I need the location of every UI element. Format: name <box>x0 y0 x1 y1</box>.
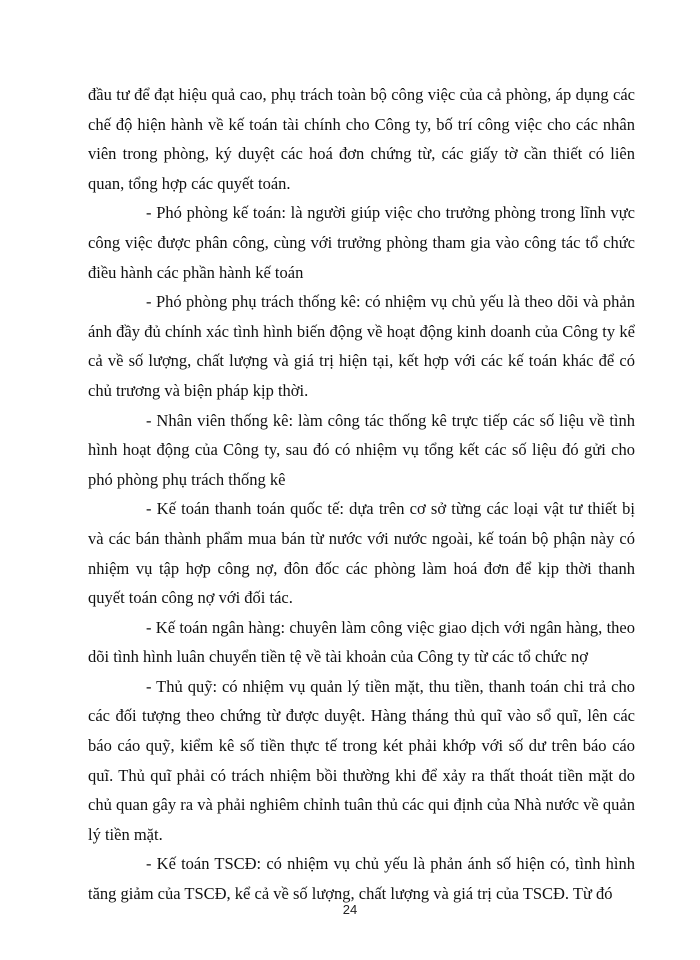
paragraph-fixed-assets: - Kế toán TSCĐ: có nhiệm vụ chủ yếu là phản ánh số hiện có, tình hình tăng giảm của TSCĐ, kể cả về số lượng, chất lượng và giá trị của TSCĐ. Từ đó <box>88 854 635 904</box>
paragraph-bank-accounting: - Kế toán ngân hàng: chuyên làm công việc giao dịch với ngân hàng, theo dõi tình hình luân chuyển tiền tệ về tài khoản của Công ty từ các tổ chức nợ <box>88 617 635 667</box>
paragraph-continuation: đầu tư để đạt hiệu quả cao, phụ trách toàn bộ công việc của cả phòng, áp dụng các chế độ hiện hành về kế toán tài chính cho Công ty, bố trí công việc cho các nhân viên trong phòng, ký duyệt các hoá đơn chứng từ, các giấy tờ cần thiết có liên quan, tổng hợp các quyết toán. <box>88 85 635 193</box>
paragraph-statistics-staff: - Nhân viên thống kê: làm công tác thống kê trực tiếp các số liệu về tình hình hoạt động của Công ty, sau đó có nhiệm vụ tổng kết các số liệu đó gửi cho phó phòng phụ trách thống kê <box>88 410 635 489</box>
paragraph-deputy-statistics: - Phó phòng phụ trách thống kê: có nhiệm vụ chủ yếu là theo dõi và phản ánh đầy đủ chính xác tình hình biến động về hoạt động kinh doanh của Công ty kể cả về số lượng, chất lượng và giá trị hiện tại, kết hợp với các kế toán khác để có chủ trương và biện pháp kịp thời. <box>88 292 635 400</box>
paragraph-international-payment: - Kế toán thanh toán quốc tế: dựa trên cơ sở từng các loại vật tư thiết bị và các bán thành phẩm mua bán từ nước với nước ngoài, kế toán bộ phận này có nhiệm vụ tập hợp công nợ, đôn đốc các phòng làm hoá đơn để kịp thời thanh quyết toán công nợ với đối tác. <box>88 499 635 608</box>
paragraph-treasurer: - Thủ quỹ: có nhiệm vụ quản lý tiền mặt, thu tiền, thanh toán chi trả cho các đối tượng theo chứng từ được duyệt. Hàng tháng thủ quĩ vào sổ quĩ, lên các báo cáo quỹ, kiểm kê số tiền thực tế trong két phải khớp với số dư trên báo cáo quĩ. Thủ quĩ phải có trách nhiệm bồi thường khi để xảy ra thất thoát tiền mặt do chủ quan gây ra và phải nghiêm chỉnh tuân thủ các qui định của Nhà nước về quản lý tiền mặt. <box>88 676 635 844</box>
paragraph-deputy-accounting: - Phó phòng kế toán: là người giúp việc cho trưởng phòng trong lĩnh vực công việc được phân công, cùng với trưởng phòng tham gia vào công tác tổ chức điều hành các phần hành kế toán <box>88 203 635 282</box>
page-number: 24 <box>342 902 358 917</box>
body-text <box>88 80 635 909</box>
